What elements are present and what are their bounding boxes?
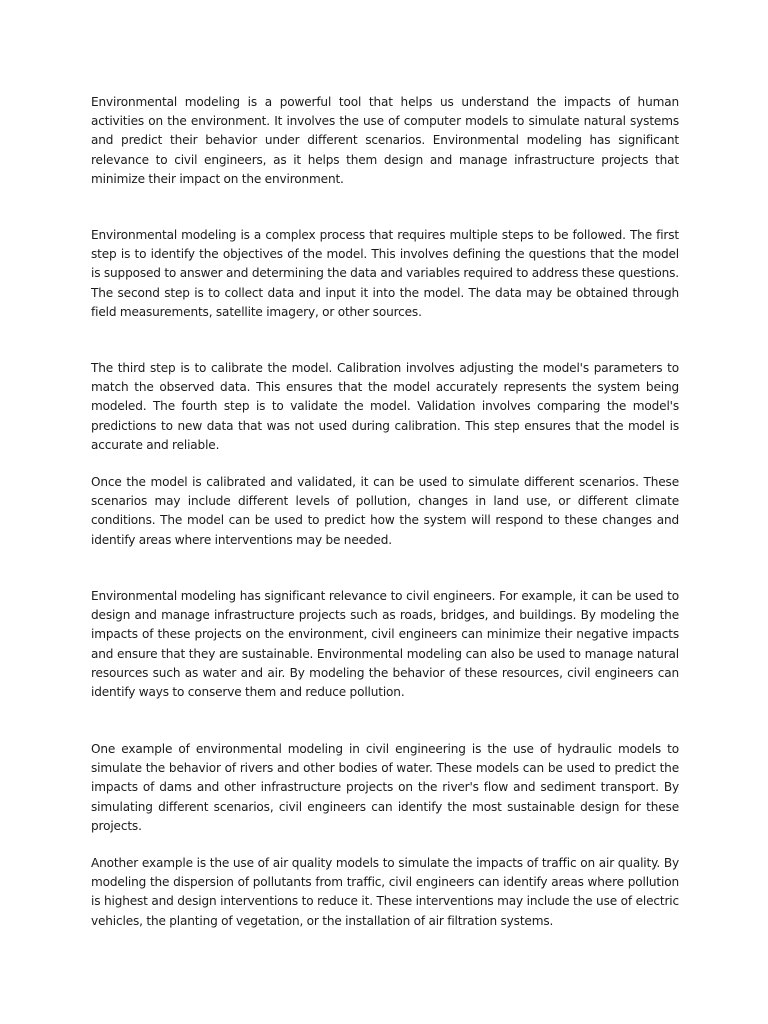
paragraph-process-steps: Environmental modeling is a complex process that requires multiple steps to be followed. The first step is to identify the objectives of the model. This involves defining the questions that the model is supposed to answer and determining the data and variables required to address these questions. The second step is to collect data and input it into the model. The data may be obtained through field measurements, satellite imagery, or other sources. — [91, 228, 679, 319]
paragraph-calibration-validation: The third step is to calibrate the model. Calibration involves adjusting the model's parameters to match the observed data. This ensures that the model accurately represents the system being modeled. The fourth step is to validate the model. Validation involves comparing the model's predictions to new data that was not used during calibration. This step ensures that the model is accurate and reliable. — [91, 361, 679, 452]
paragraph-intro: Environmental modeling is a powerful tool that helps us understand the impacts of human activities on the environment. It involves the use of computer models to simulate natural systems and predict their behavior under different scenarios. Environmental modeling has significant relevance to civil engineers, as it helps them design and manage infrastructure projects that minimize their impact on the environment. — [91, 95, 679, 186]
paragraph-scenarios: Once the model is calibrated and validated, it can be used to simulate different scenarios. These scenarios may include different levels of pollution, changes in land use, or different climate conditions. The model can be used to predict how the system will respond to these changes and identify areas where interventions may be needed. — [91, 475, 679, 547]
paragraph-air-quality-example: Another example is the use of air quality models to simulate the impacts of traffic on air quality. By modeling the dispersion of pollutants from traffic, civil engineers can identify areas where pollution is highest and design interventions to reduce it. These interventions may include the use of electric vehicles, the planting of vegetation, or the installation of air filtration systems. — [91, 856, 679, 928]
paragraph-civil-relevance: Environmental modeling has significant relevance to civil engineers. For example, it can be used to design and manage infrastructure projects such as roads, bridges, and buildings. By modeling the impacts of these projects on the environment, civil engineers can minimize their negative impacts and ensure that they are sustainable. Environmental modeling can also be used to manage natural resources such as water and air. By modeling the behavior of these resources, civil engineers can identify ways to conserve them and reduce pollution. — [91, 589, 679, 700]
paragraph-hydraulic-example: One example of environmental modeling in civil engineering is the use of hydraulic models to simulate the behavior of rivers and other bodies of water. These models can be used to predict the impacts of dams and other infrastructure projects on the river's flow and sediment transport. By simulating different scenarios, civil engineers can identify the most sustainable design for these projects. — [91, 742, 679, 833]
